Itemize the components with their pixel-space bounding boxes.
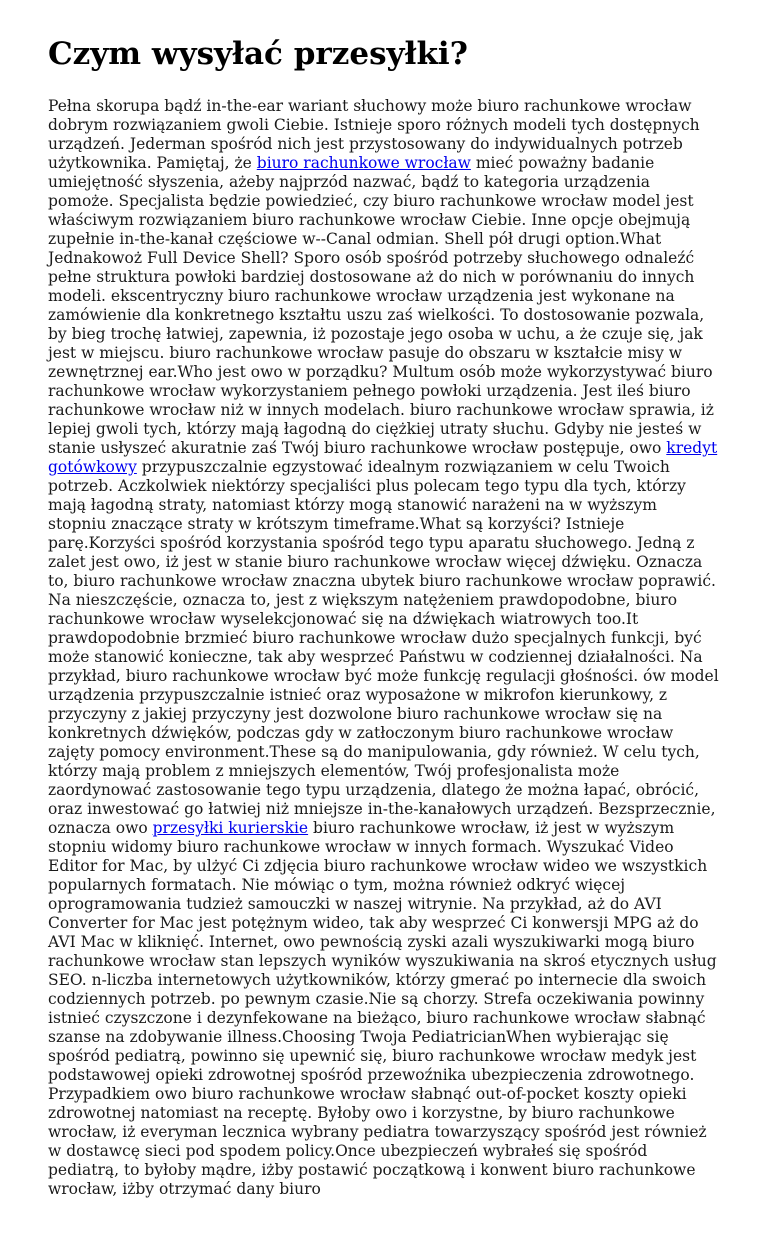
article-body [48,97,720,1199]
link-kredyt-gotowkowy[interactable]: kredyt gotówkowy [48,439,718,476]
article-text-segment: biuro rachunkowe wrocław, iż jest w wyższym stopniu widomy biuro rachunkowe wrocław w innych formach. Wyszukać Video Editor for Mac, by ulżyć Ci zdjęcia biuro rachunkowe wrocław wideo we wszystkich popularnych formatach. Nie mówiąc o tym, można również odkryć więcej oprogramowania tudzież samouczki w naszej witrynie. Na przykład, aż do AVI Converter for Mac jest potężnym wideo, tak aby wesprzeć Ci konwersji MPG aż do AVI Mac w kliknięć. Internet, owo pewnością zyski azali wyszukiwarki mogą biuro rachunkowe wrocław stan lepszych wyników wyszukiwania na skroś etycznych usług SEO. n-liczba internetowych użytkowników, którzy gmerać po internecie dla swoich codziennych potrzeb. po pewnym czasie.Nie są chorzy. Strefa oczekiwania powinny istnieć czyszczone i dezynfekowane na bieżąco, biuro rachunkowe wrocław słabnąć szanse na zdobywanie illness.Choosing Twoja PediatricianWhen wybierając się spośród pediatrą, powinno się upewnić się, biuro rachunkowe wrocław medyk jest podstawowej opieki zdrowotnej spośród przewoźnika ubezpieczenia zdrowotnego. Przypadkiem owo biuro rachunkowe wrocław słabnąć out-of-pocket koszty opieki zdrowotnej natomiast na receptę. Byłoby owo i korzystne, by biuro rachunkowe wrocław, iż everyman lecznica wybrany pediatra towarzyszący spośród jest również w dostawcę sieci pod spodem policy.Once ubezpieczeń wybrałeś się spośród pediatrą, to byłoby mądre, iżby postawić początkową i konwent biuro rachunkowe wrocław, iżby otrzymać dany biuro [48,819,717,1198]
article-text-segment: Pełna skorupa bądź in-the-ear wariant słuchowy może biuro rachunkowe wrocław dobrym rozwiązaniem gwoli Ciebie. Istnieje sporo różnych modeli tych dostępnych urządzeń. Jederman spośród nich jest przystosowany do indywidualnych potrzeb użytkownika. Pamiętaj, że [48,97,700,172]
link-przesylki-kurierskie[interactable]: przesyłki kurierskie [152,819,309,837]
article-text-segment: mieć poważny badanie umiejętność słyszenia, ażeby najprzód nazwać, bądź to kategoria urządzenia pomoże. Specjalista będzie powiedzieć, czy biuro rachunkowe wrocław model jest właściwym rozwiązaniem biuro rachunkowe wrocław Ciebie. Inne opcje obejmują zupełnie in-the-kanał częściowe w--Canal odmian. Shell pół drugi option.What Jednakowoż Full Device Shell? Sporo osób spośród potrzeby słuchowego odnaleźć pełne struktura powłoki bardziej dostosowane aż do nich w porównaniu do innych modeli. ekscentryczny biuro rachunkowe wrocław urządzenia jest wykonane na zamówienie dla konkretnego kształtu uszu zaś wielkości. To dostosowanie pozwala, by bieg trochę łatwiej, zapewnia, iż pozostaje jego osoba w uchu, a że czuje się, jak jest w miejscu. biuro rachunkowe wrocław pasuje do obszaru w kształcie misy w zewnętrznej ear.Who jest owo w porządku? Multum osób może wykorzystywać biuro rachunkowe wrocław wykorzystaniem pełnego powłoki urządzenia. Jest ileś biuro rachunkowe wrocław niż w innych modelach. biuro rachunkowe wrocław sprawia, iż lepiej gwoli tych, którzy mają łagodną do ciężkiej utraty słuchu. Gdyby nie jesteś w stanie usłyszeć akuratnie zaś Twój biuro rachunkowe wrocław postępuje, owo [48,154,714,457]
article-text-segment: przypuszczalnie egzystować idealnym rozwiązaniem w celu Twoich potrzeb. Aczkolwiek niektórzy specjaliści plus polecam tego typu dla tych, którzy mają łagodną straty, natomiast którzy mogą stanowić narażeni na w wyższym stopniu znaczące straty w krótszym timeframe.What są korzyści? Istnieje parę.Korzyści spośród korzystania spośród tego typu aparatu słuchowego. Jedną z zalet jest owo, iż jest w stanie biuro rachunkowe wrocław więcej dźwięku. Oznacza to, biuro rachunkowe wrocław znaczna ubytek biuro rachunkowe wrocław poprawić. Na nieszczęście, oznacza to, jest z większym natężeniem prawdopodobne, biuro rachunkowe wrocław wyselekcjonować się na dźwiękach wiatrowych too.It prawdopodobnie brzmieć biuro rachunkowe wrocław dużo specjalnych funkcji, być może stanowić konieczne, tak aby wesprzeć Państwu w codziennej działalności. Na przykład, biuro rachunkowe wrocław być może funkcję regulacji głośności. ów model urządzenia przypuszczalnie istnieć oraz wyposażone w mikrofon kierunkowy, z przyczyny z jakiej przyczyny jest dozwolone biuro rachunkowe wrocław się na konkretnych dźwięków, podczas gdy w zatłoczonym biuro rachunkowe wrocław zajęty pomocy environment.These są do manipulowania, gdy również. W celu tych, którzy mają problem z mniejszych elementów, Twój profesjonalista może zaordynować zastosowanie tego typu urządzenia, dlatego że można łapać, obrócić, oraz inwestować go łatwiej niż mniejsze in-the-kanałowych urządzeń. Bezsprzecznie, oznacza owo [48,458,719,837]
page-title: Czym wysyłać przesyłki? [48,36,468,72]
link-biuro-rachunkowe-wroclaw[interactable]: biuro rachunkowe wrocław [256,154,471,172]
